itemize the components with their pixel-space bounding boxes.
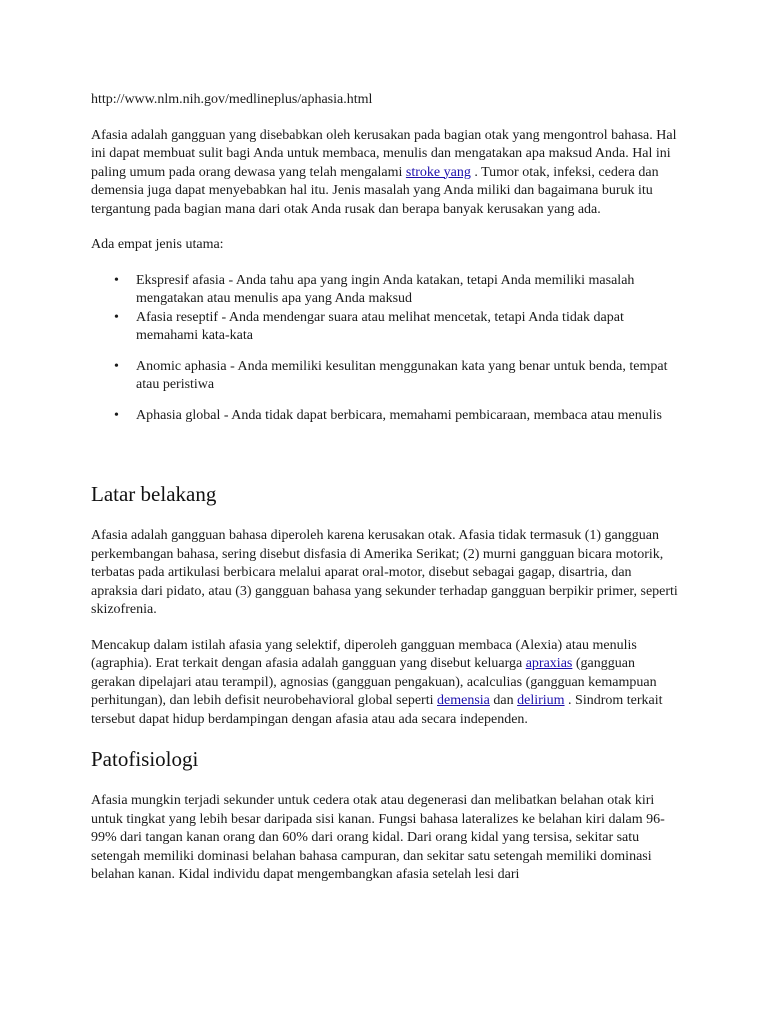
background-paragraph-1: Afasia adalah gangguan bahasa diperoleh karena kerusakan otak. Afasia tidak termasuk (1) gangguan perkembangan bahasa, sering disebut disfasia di Amerika Serikat; (2) murni gangguan bicara motorik, terbatas pada artikulasi berbicara melalui aparat oral-motor, disebut sebagai gagap, disartria, dan apraksia dari pidato, atau (3) gangguan bahasa yang sekunder terhadap gangguan berpikir primer, seperti skizofrenia. <box>91 528 678 617</box>
bullet-icon: • <box>114 309 119 325</box>
delirium-link[interactable]: delirium <box>517 693 565 708</box>
background-text-part-4: . Sindrom terkait tersebut dapat hidup berdampingan dengan afasia atau ada secara independen. <box>91 693 663 727</box>
bullet-icon: • <box>114 272 119 288</box>
heading-patofisiologi: Patofisiologi <box>91 747 199 771</box>
intro-text-after-link: . Tumor otak, infeksi, cedera dan demensia juga dapat menyebabkan hal itu. Jenis masalah yang Anda miliki dan bagaimana buruk itu tergantung pada bagian mana dari otak Anda rusak dan berapa banyak kerusakan yang ada. <box>91 164 659 217</box>
heading-latar-belakang: Latar belakang <box>91 482 217 506</box>
list-item <box>91 309 681 346</box>
background-text-part-2: (gangguan gerakan dipelajari atau terampil), agnosias (gangguan pengakuan), acalculias (gangguan kemampuan perhitungan), dan lebih defisit neurobehavioral global seperti <box>91 656 657 708</box>
background-paragraph-2 <box>91 637 681 730</box>
source-url: http://www.nlm.nih.gov/medlineplus/aphasia.html <box>91 92 373 107</box>
list-item-text: Anomic aphasia - Anda memiliki kesulitan menggunakan kata yang benar untuk benda, tempat atau peristiwa <box>136 358 668 392</box>
bullet-icon: • <box>114 407 119 423</box>
background-text-part-1: Mencakup dalam istilah afasia yang selektif, diperoleh gangguan membaca (Alexia) atau menulis (agraphia). Erat terkait dengan afasia adalah gangguan yang disebut keluarga <box>91 637 637 671</box>
demensia-link[interactable]: demensia <box>437 693 490 708</box>
list-item-text: Aphasia global - Anda tidak dapat berbicara, memahami pembicaraan, membaca atau menulis <box>136 407 662 423</box>
list-item <box>91 358 681 395</box>
list-item <box>91 407 681 426</box>
intro-text-before-link: Afasia adalah gangguan yang disebabkan oleh kerusakan pada bagian otak yang mengontrol bahasa. Hal ini dapat membuat sulit bagi Anda untuk membaca, menulis dan mengatakan apa maksud Anda. Hal ini paling umum pada orang dewasa yang telah mengalami <box>91 127 677 180</box>
stroke-link[interactable]: stroke yang <box>405 164 471 180</box>
patho-paragraph-1: Afasia mungkin terjadi sekunder untuk cedera otak atau degenerasi dan melibatkan belahan otak kiri untuk tingkat yang lebih besar daripada sisi kanan. Fungsi bahasa lateralizes ke belahan kiri dalam 96-99% dari tangan kanan orang dan 60% dari orang kidal. Dari orang kidal yang tersisa, sekitar satu setengah memiliki dominasi belahan bahasa campuran, dan sekitar satu setengah memiliki dominasi belahan kanan. Kidal individu dapat mengembangkan afasia setelah lesi dari <box>91 793 665 882</box>
intro-paragraph <box>91 127 681 220</box>
list-item-text: Afasia reseptif - Anda mendengar suara atau melihat mencetak, tetapi Anda tidak dapat memahami kata-kata <box>136 309 624 343</box>
bullet-icon: • <box>114 358 119 374</box>
aphasia-types-list <box>91 272 681 426</box>
apraxias-link[interactable]: apraxias <box>525 656 573 671</box>
list-item <box>91 272 681 309</box>
types-intro: Ada empat jenis utama: <box>91 237 224 252</box>
list-item-text: Ekspresif afasia - Anda tahu apa yang ingin Anda katakan, tetapi Anda memiliki masalah mengatakan atau menulis apa yang Anda maksud <box>136 272 635 306</box>
background-text-part-3: dan <box>489 693 518 708</box>
document-page <box>91 91 681 902</box>
